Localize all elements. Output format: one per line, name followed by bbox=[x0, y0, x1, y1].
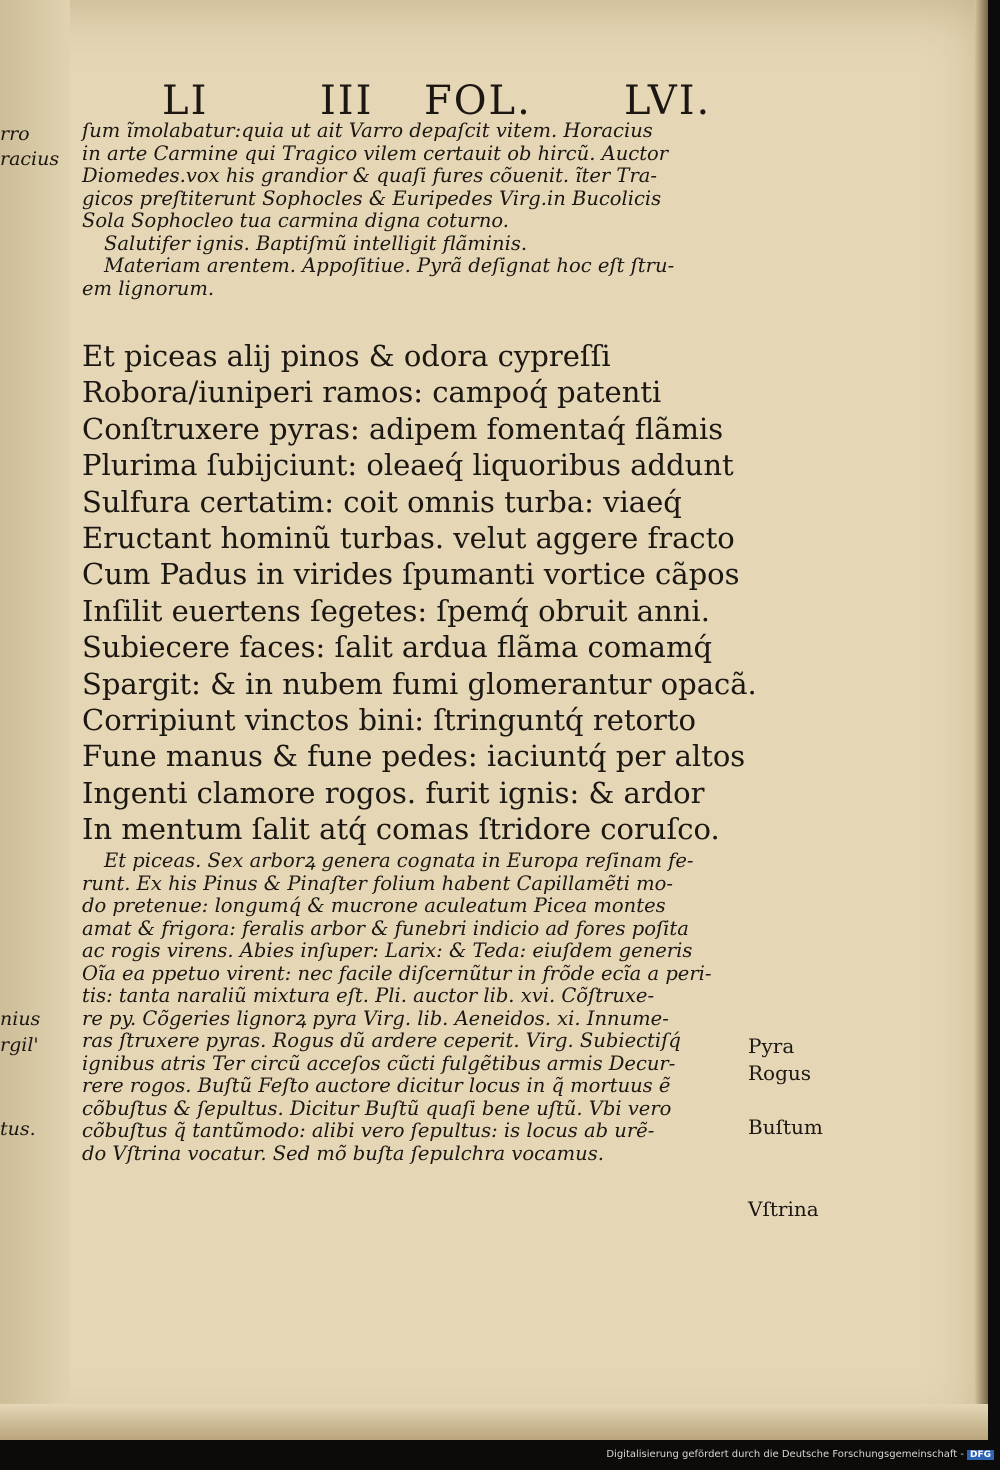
commentary-line: rere rogos. Buſtũ Feſto auctore dicitur locus in q̃ mortuus ẽ bbox=[82, 1074, 671, 1097]
verse-line: Inſilit euertens ſegetes: ſpemq́ obruit anni. bbox=[82, 593, 710, 628]
verse-line: Corripiunt vinctos bini: ſtringuntq́ retorto bbox=[82, 702, 696, 737]
margin-note-right: Buſtum bbox=[748, 1115, 823, 1139]
verse-line: Sulfura certatim: coit omnis turba: viaeq́ bbox=[82, 484, 682, 519]
verse-line: Ingenti clamore rogos. furit ignis: & ardor bbox=[82, 775, 705, 810]
header-part: FOL. bbox=[424, 78, 532, 124]
margin-note-left: rgil' bbox=[0, 1034, 39, 1056]
commentary-line: tis: tanta naraliũ mixtura eſt. Pli. auctor lib. xvi. Cõſtruxe- bbox=[82, 984, 655, 1007]
commentary-line: re py. Cõgeries lignorꝝ pyra Virg. lib. Aeneidos. xi. Innume- bbox=[82, 1006, 669, 1030]
header-part: LI bbox=[162, 78, 209, 124]
commentary-line: ſum ĩmolabatur:quia ut ait Varro depaſcit vitem. Horacius bbox=[82, 119, 653, 142]
commentary-line: do pretenue: longumq́ & mucrone aculeatum Picea montes bbox=[82, 894, 666, 917]
verse-line: Cum Padus in virides ſpumanti vortice cãpos bbox=[82, 557, 740, 592]
page-edge-bottom bbox=[0, 1404, 988, 1440]
commentary-line: Oĩa ea ppetuo virent: nec facile diſcernũtur in frõde ecĩa a peri- bbox=[82, 961, 712, 985]
margin-note-left: racius bbox=[0, 148, 60, 170]
commentary-line: Salutifer ignis. Baptiſmũ intelligit flãminis. bbox=[104, 231, 528, 255]
commentary-line: in arte Carmine qui Tragico vilem certauit ob hircũ. Auctor bbox=[82, 141, 669, 165]
commentary-line: ras ſtruxere pyras. Rogus dũ ardere ceperit. Virg. Subiectiſq́ bbox=[82, 1029, 681, 1052]
verse-line: Robora/iuniperi ramos: campoq́ patenti bbox=[82, 375, 662, 410]
folio-header bbox=[162, 78, 722, 124]
verse-line: Plurima ſubijciunt: oleaeq́ liquoribus addunt bbox=[82, 448, 734, 483]
commentary-line: Sola Sophocleo tua carmina digna coturno. bbox=[82, 209, 509, 232]
commentary-line: amat & frigora: feralis arbor & funebri indicio ad fores poſita bbox=[82, 916, 689, 940]
verse-line: Et piceas alij pinos & odora cypreſſi bbox=[82, 339, 611, 373]
dfg-logo: DFG bbox=[967, 1450, 994, 1460]
verse-line: In mentum ſalit atq́ comas ſtridore coruſco. bbox=[82, 812, 720, 847]
margin-note-right: Rogus bbox=[748, 1061, 812, 1085]
footer-text: Digitalisierung gefördert durch die Deutsche Forschungsgemeinschaft - bbox=[606, 1449, 964, 1460]
commentary-top bbox=[82, 120, 742, 300]
margin-note-left: nius bbox=[0, 1008, 41, 1030]
page-gutter bbox=[0, 0, 70, 1440]
commentary-line: ac rogis virens. Abies inſuper: Larix: & Teda: eiuſdem generis bbox=[82, 939, 693, 962]
commentary-line: cõbuſtus q̃ tantũmodo: alibi vero ſepultus: is locus ab urẽ- bbox=[82, 1119, 655, 1142]
commentary-line: do Vſtrina vocatur. Sed mõ buſta ſepulchra vocamus. bbox=[82, 1141, 604, 1165]
margin-note-right: Pyra bbox=[748, 1034, 795, 1058]
commentary-line: Et piceas. Sex arborꝝ genera cognata in Europa reſinam fe- bbox=[104, 849, 694, 872]
verse-line: Spargit: & in nubem fumi glomerantur opacã. bbox=[82, 666, 757, 701]
margin-note-left: tus. bbox=[0, 1118, 36, 1140]
commentary-line: runt. Ex his Pinus & Pinaſter folium habent Capillamẽti mo- bbox=[82, 871, 673, 895]
commentary-line: gicos preſtiterunt Sophocles & Euripedes Virg.in Bucolicis bbox=[82, 186, 662, 210]
commentary-line: ignibus atris Ter circũ acceſos cũcti fulgẽtibus armis Decur- bbox=[82, 1051, 676, 1075]
commentary-line: em lignorum. bbox=[82, 276, 215, 300]
verse-line: Fune manus & fune pedes: iaciuntq́ per altos bbox=[82, 739, 746, 774]
verse-line: Subiecere faces: ſalit ardua flãma comamq́ bbox=[82, 630, 713, 665]
digitization-footer bbox=[606, 1449, 994, 1460]
commentary-line: Diomedes.vox his grandior & quaſi fures cõuenit. ĩter Tra- bbox=[82, 164, 657, 187]
verse-line: Eructant hominũ turbas. velut aggere fracto bbox=[82, 520, 735, 555]
header-part: III bbox=[320, 78, 374, 124]
margin-note-left: rro bbox=[0, 123, 30, 145]
margin-note-right: Vſtrina bbox=[748, 1197, 819, 1221]
commentary-line: Materiam arentem. Appoſitiue. Pyrã deſignat hoc eſt ſtru- bbox=[104, 254, 675, 277]
folio-number: LVI. bbox=[624, 78, 712, 124]
commentary-bottom bbox=[82, 850, 742, 1165]
verse-line: Conſtruxere pyras: adipem fomentaq́ flãmis bbox=[82, 411, 724, 446]
commentary-line: cõbuſtus & ſepultus. Dicitur Buſtũ quaſi bene uſtũ. Vbi vero bbox=[82, 1096, 672, 1120]
page-edge-right bbox=[974, 0, 988, 1440]
verse-block bbox=[82, 338, 757, 847]
